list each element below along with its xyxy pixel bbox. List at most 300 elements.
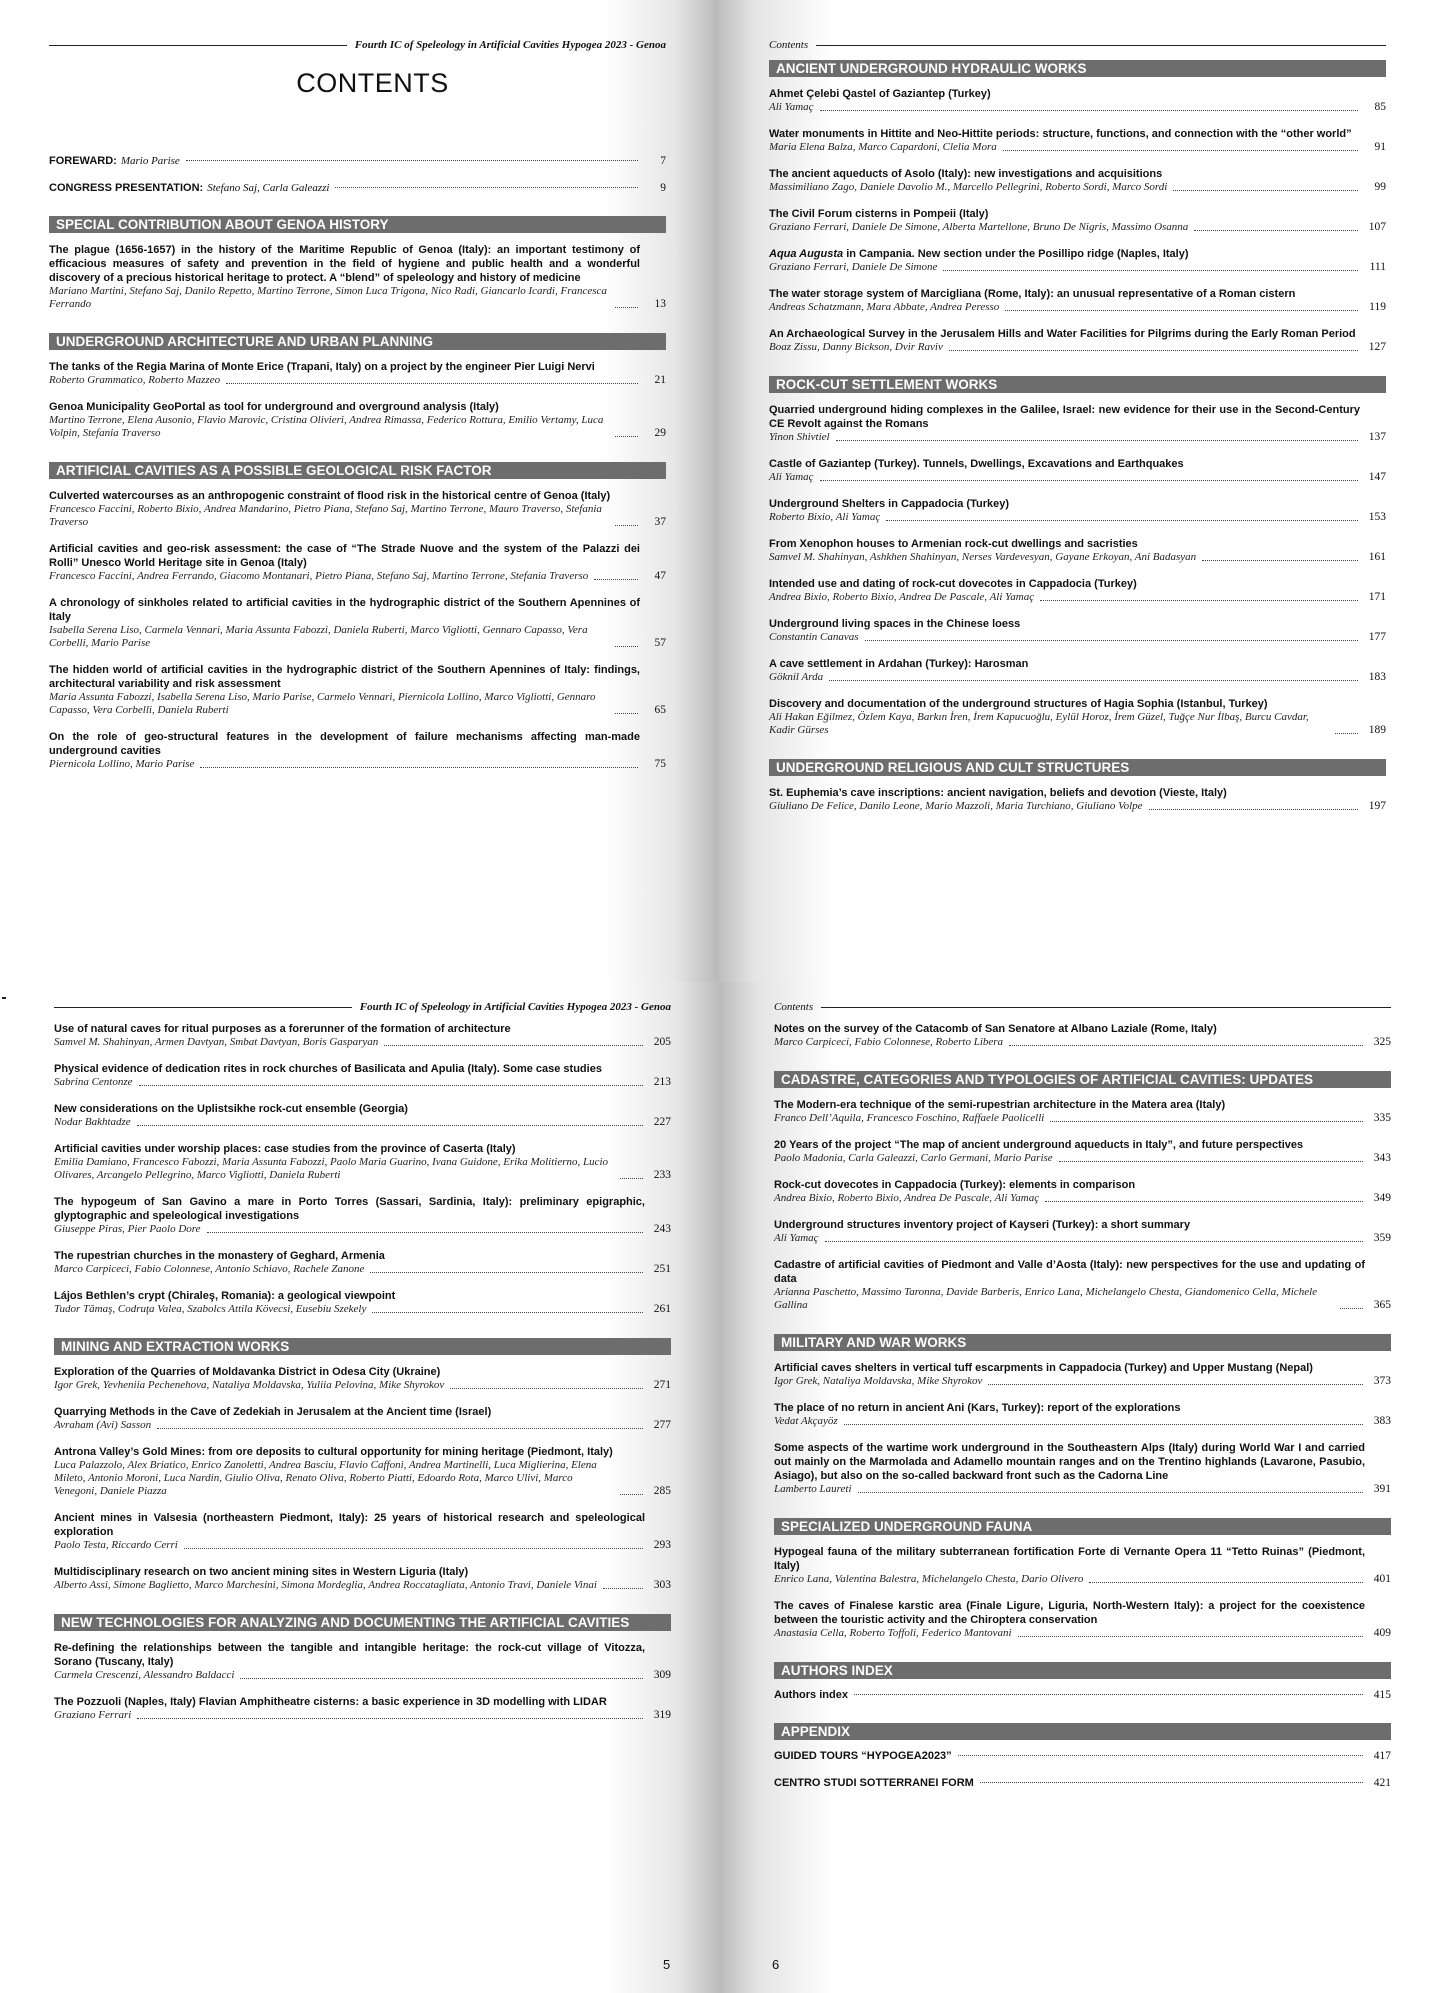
entry-author-line (769, 800, 1386, 813)
entry-authors: Andrea Bixio, Roberto Bixio, Andrea De Pascale, Ali Yamaç (774, 1192, 1040, 1204)
running-head (49, 36, 666, 54)
page-ref: 99 (1374, 181, 1386, 193)
page-number: 6 (772, 1957, 780, 1972)
entry-author-line (49, 503, 666, 529)
dot-leader (240, 1678, 643, 1679)
dot-leader (335, 187, 638, 188)
toc-entry (49, 243, 666, 311)
entry-title: An Archaeological Survey in the Jerusalem Hills and Water Facilities for Pilgrims during the Early Roman Period (769, 328, 1356, 340)
entry-author-line (769, 591, 1386, 604)
front-matter-item (49, 155, 666, 167)
page-ref: 213 (653, 1076, 671, 1088)
entry-authors: Ali Yamaç (769, 471, 814, 483)
toc-section (769, 376, 1386, 737)
entry-title: Underground living spaces in the Chinese loess (769, 618, 1021, 630)
entry-authors: Vedat Akçayöz (774, 1415, 838, 1427)
header-rule (821, 1007, 1391, 1008)
entry-authors: Luca Palazzolo, Alex Briatico, Enrico Zanoletti, Andrea Basciu, Flavio Caffoni, Andrea Martinelli, Luca Miglierina, Elena Mileto, Antonio Moroni, Luca Nardin, Giulio Oliva, Renato Oliva, Roberto Piatti, Edoardo Rota, Marco Ulivi, Marco Venegoni, Daniele Piazza (54, 1459, 597, 1497)
running-head (54, 998, 671, 1016)
toc-entry (774, 1218, 1391, 1245)
page-ref: 243 (653, 1223, 671, 1235)
entry-title: Culverted watercourses as an anthropogenic constraint of flood risk in the historical centre of Genoa (Italy) (49, 490, 611, 502)
page-ref: 57 (654, 637, 666, 649)
section-heading: NEW TECHNOLOGIES FOR ANALYZING AND DOCUMENTING THE ARTIFICIAL CAVITIES (54, 1614, 671, 1631)
entry-author-line (774, 1036, 1391, 1049)
entry-authors: Massimiliano Zago, Daniele Davolio M., Marcello Pellegrini, Roberto Sordi, Marco Sordi (769, 181, 1168, 193)
page-title: CONTENTS (296, 68, 449, 98)
entry-authors: Piernicola Lollino, Mario Parise (49, 758, 195, 770)
toc-entry (54, 1565, 671, 1592)
toc-entry (54, 1405, 671, 1432)
entry-author-line (769, 341, 1386, 354)
entry-author-line (49, 570, 666, 583)
entry-title: Quarrying Methods in the Cave of Zedekiah in Jerusalem at the Ancient time (Israel) (54, 1406, 492, 1418)
toc-entry (769, 327, 1386, 354)
dot-leader (372, 1312, 643, 1313)
page-ref: 183 (1368, 671, 1386, 683)
front-matter-item (49, 182, 666, 194)
toc-entry (769, 287, 1386, 314)
entry-authors: Graziano Ferrari, Daniele De Simone, Alberta Martellone, Bruno De Nigris, Massimo Osanna (769, 221, 1189, 233)
toc-item-label: GUIDED TOURS “HYPOGEA2023” (774, 1750, 952, 1762)
toc-entry (769, 497, 1386, 524)
page-ref: 349 (1373, 1192, 1391, 1204)
page-ref: 37 (654, 516, 666, 528)
toc-entry (49, 542, 666, 583)
entry-authors: Giuseppe Piras, Pier Paolo Dore (54, 1223, 201, 1235)
entry-title: Underground structures inventory project of Kayseri (Turkey): a short summary (774, 1219, 1191, 1231)
toc-page-bottom-right (722, 982, 1435, 1993)
dot-leader (1003, 150, 1358, 151)
toc-entry (54, 1289, 671, 1316)
entry-title: Exploration of the Quarries of Moldavanka District in Odesa City (Ukraine) (54, 1366, 441, 1378)
dot-leader (1005, 310, 1358, 311)
entry-title: Antrona Valley’s Gold Mines: from ore deposits to cultural opportunity for mining heritage (Piedmont, Italy) (54, 1446, 613, 1458)
dot-leader (980, 1782, 1363, 1783)
page-ref: 111 (1369, 261, 1386, 273)
page-number: 5 (663, 1957, 671, 1972)
entry-authors: Ali Yamaç (769, 101, 814, 113)
toc-entry (774, 1599, 1391, 1640)
entry-author-line (774, 1152, 1391, 1165)
entry-author-line (774, 1232, 1391, 1245)
toc-section (54, 1022, 671, 1316)
page-ref: 415 (1373, 1689, 1391, 1701)
toc-entry (54, 1062, 671, 1089)
entry-authors: Roberto Grammatico, Roberto Mazzeo (49, 374, 221, 386)
entry-title: Castle of Gaziantep (Turkey). Tunnels, Dwellings, Excavations and Earthquakes (769, 458, 1184, 470)
dot-leader (886, 520, 1358, 521)
dot-leader (615, 525, 638, 526)
dot-leader (1050, 1121, 1363, 1122)
toc-entry (774, 1361, 1391, 1388)
entry-authors: Paolo Madonia, Carla Galeazzi, Carlo Germani, Mario Parise (774, 1152, 1053, 1164)
entry-title: St. Euphemia’s cave inscriptions: ancient navigation, beliefs and devotion (Vieste, Italy) (769, 787, 1227, 799)
entry-authors: Francesco Faccini, Andrea Ferrando, Giacomo Montanari, Pietro Piana, Stefano Saj, Martino Terrone, Stefania Traverso (49, 570, 589, 582)
section-heading: SPECIALIZED UNDERGROUND FAUNA (774, 1518, 1391, 1535)
header-rule (54, 1007, 352, 1008)
toc-item (774, 1777, 1391, 1789)
entry-title: Some aspects of the wartime work underground in the Southeastern Alps (Italy) during World War I and carried out mainly on the Marmolada and Adamello mountain ranges and on the Trentino highlands (Lavarone, Pasubio, Asiago), but also on the so-called backward front such as the Cadorna Line (774, 1442, 1365, 1482)
toc-entry (54, 1022, 671, 1049)
dot-leader (1009, 1045, 1363, 1046)
entry-author-line (54, 1263, 671, 1276)
entry-authors: Paolo Testa, Riccardo Cerri (54, 1539, 178, 1551)
toc-entry (774, 1098, 1391, 1125)
toc-item-label: CENTRO STUDI SOTTERRANEI FORM (774, 1777, 974, 1789)
entry-authors: Giuliano De Felice, Danilo Leone, Mario Mazzoli, Maria Turchiano, Giuliano Volpe (769, 800, 1143, 812)
section-heading: UNDERGROUND RELIGIOUS AND CULT STRUCTURES (769, 759, 1386, 776)
entry-authors: Igor Grek, Nataliya Moldavska, Mike Shyrokov (774, 1375, 983, 1387)
entry-authors: Tudor Tămaş, Codruţa Valea, Szabolcs Attila Kövecsi, Eusebiu Szekely (54, 1303, 367, 1315)
entry-author-line (774, 1375, 1391, 1388)
entry-author-line (769, 511, 1386, 524)
entry-author-line (769, 221, 1386, 234)
page-ref: 171 (1368, 591, 1386, 603)
dot-leader (1040, 600, 1358, 601)
entry-authors: Sabrina Centonze (54, 1076, 133, 1088)
page-ref: 373 (1373, 1375, 1391, 1387)
entry-authors: Enrico Lana, Valentina Balestra, Michelangelo Chesta, Dario Olivero (774, 1573, 1084, 1585)
section-heading: MILITARY AND WAR WORKS (774, 1334, 1391, 1351)
dot-leader (137, 1718, 643, 1719)
entry-authors: Arianna Paschetto, Massimo Taronna, Davide Barberis, Enrico Lana, Michelangelo Chesta, Giandomenico Cella, Michele Gallina (774, 1286, 1318, 1311)
scan-mark (2, 997, 6, 999)
dot-leader (137, 1125, 643, 1126)
page-ref: 65 (654, 704, 666, 716)
entry-authors: Francesco Faccini, Roberto Bixio, Andrea Mandarino, Pietro Piana, Stefano Saj, Martino Terrone, Mauro Traverso, Stefania Traverso (49, 503, 602, 528)
dot-leader (615, 436, 638, 437)
entry-authors: Anastasia Cella, Roberto Toffoli, Federico Mantovani (774, 1627, 1012, 1639)
toc-entry (774, 1441, 1391, 1496)
entry-title: Discovery and documentation of the underground structures of Hagia Sophia (Istanbul, Turkey) (769, 698, 1268, 710)
dot-leader (615, 307, 638, 308)
section-heading: CADASTRE, CATEGORIES AND TYPOLOGIES OF ARTIFICIAL CAVITIES: UPDATES (774, 1071, 1391, 1088)
entry-author-line (769, 711, 1386, 737)
entry-title: Physical evidence of dedication rites in rock churches of Basilicata and Apulia (Italy). Some case studies (54, 1063, 602, 1075)
toc-entry (769, 167, 1386, 194)
running-head-text: Fourth IC of Speleology in Artificial Cavities Hypogea 2023 - Genoa (354, 39, 666, 51)
front-matter-authors: Stefano Saj, Carla Galeazzi (207, 182, 330, 194)
toc-entry (54, 1102, 671, 1129)
toc-entry (54, 1249, 671, 1276)
page-ref: 153 (1368, 511, 1386, 523)
toc-section (774, 1518, 1391, 1640)
toc-entry (49, 596, 666, 650)
dot-leader (820, 480, 1358, 481)
entry-author-line (769, 301, 1386, 314)
entry-authors: Ali Hakan Eğilmez, Özlem Kaya, Barkın İren, İrem Kapucuoğlu, Eylül Horoz, İrem Güzel, Tuğçe Nur İlbaş, Burcu Cavdar, Kadir Gürses (769, 711, 1309, 736)
page-ref: 7 (660, 155, 666, 167)
toc-entry (54, 1365, 671, 1392)
page-ref: 13 (654, 298, 666, 310)
page-ref: 161 (1368, 551, 1386, 563)
entry-title: Water monuments in Hittite and Neo-Hittite periods: structure, functions, and connection with the “other world” (769, 128, 1352, 140)
entry-title: From Xenophon houses to Armenian rock-cut dwellings and sacristies (769, 538, 1138, 550)
toc-entry (774, 1258, 1391, 1312)
toc-section (774, 1662, 1391, 1701)
toc-entry (49, 360, 666, 387)
section-heading: SPECIAL CONTRIBUTION ABOUT GENOA HISTORY (49, 216, 666, 233)
entry-author-line (769, 141, 1386, 154)
entry-authors: Mariano Martini, Stefano Saj, Danilo Repetto, Martino Terrone, Simon Luca Trigona, Nico Radi, Giancarlo Icardi, Francesca Ferrando (49, 285, 607, 310)
entry-title: Multidisciplinary research on two ancient mining sites in Western Liguria (Italy) (54, 1566, 469, 1578)
entry-author-line (54, 1036, 671, 1049)
toc-section (774, 1334, 1391, 1496)
dot-leader (1149, 809, 1358, 810)
entry-title: Rock-cut dovecotes in Cappadocia (Turkey): elements in comparison (774, 1179, 1136, 1191)
entry-authors: Carmela Crescenzi, Alessandro Baldacci (54, 1669, 235, 1681)
page-ref: 401 (1373, 1573, 1391, 1585)
toc-item (774, 1689, 1391, 1701)
dot-leader (620, 1494, 643, 1495)
toc-section (49, 333, 666, 440)
dot-leader (226, 383, 638, 384)
toc-entry (769, 87, 1386, 114)
page-ref: 107 (1368, 221, 1386, 233)
page-ref: 391 (1373, 1483, 1391, 1495)
entry-authors: Samvel M. Shahinyan, Ashkhen Shahinyan, Nerses Vardevesyan, Gayane Erkoyan, Ani Badasyan (769, 551, 1197, 563)
page-ref: 277 (653, 1419, 671, 1431)
entry-authors: Martino Terrone, Elena Ausonio, Flavio Marovic, Cristina Olivieri, Andrea Rimassa, Federico Rottura, Emilio Vertamy, Luca Volpin, Stefania Traverso (49, 414, 604, 439)
entry-title (769, 247, 1386, 261)
toc-page-top-left (0, 0, 718, 982)
entry-authors: Göknil Arda (769, 671, 824, 683)
dot-leader (1059, 1161, 1363, 1162)
page-ref: 303 (653, 1579, 671, 1591)
entry-author-line (54, 1539, 671, 1552)
header-rule (816, 45, 1386, 46)
toc-entry (769, 457, 1386, 484)
toc-entry (49, 730, 666, 771)
entry-title: 20 Years of the project “The map of ancient underground aqueducts in Italy”, and future perspectives (774, 1139, 1304, 1151)
page-ref: 293 (653, 1539, 671, 1551)
entry-title: Re-defining the relationships between the tangible and intangible heritage: the rock-cut village of Vitozza, Sorano (Tuscany, Italy) (54, 1642, 645, 1668)
page-ref: 137 (1368, 431, 1386, 443)
page-ref: 417 (1373, 1750, 1391, 1762)
toc-section (774, 1071, 1391, 1312)
entry-author-line (54, 1156, 671, 1182)
entry-author-line (774, 1192, 1391, 1205)
entry-author-line (54, 1579, 671, 1592)
toc-entry (49, 663, 666, 717)
dot-leader (858, 1492, 1363, 1493)
section-heading: MINING AND EXTRACTION WORKS (54, 1338, 671, 1355)
toc-page-top-right (718, 0, 1435, 982)
dot-leader (949, 350, 1358, 351)
dot-leader (370, 1272, 643, 1273)
dot-leader (157, 1428, 643, 1429)
entry-authors: Samvel M. Shahinyan, Armen Davtyan, Smbat Davtyan, Boris Gasparyan (54, 1036, 379, 1048)
toc-entry (769, 403, 1386, 444)
entry-authors: Igor Grek, Yevheniia Pechenehova, Nataliya Moldavska, Yuliia Pelovina, Mike Shyrokov (54, 1379, 445, 1391)
toc-entry (54, 1142, 671, 1182)
entry-author-line (54, 1459, 671, 1498)
entry-authors: Andreas Schatzmann, Mara Abbate, Andrea Peresso (769, 301, 1000, 313)
page-ref: 261 (653, 1303, 671, 1315)
page-ref: 205 (653, 1036, 671, 1048)
dot-leader (450, 1388, 643, 1389)
entry-author-line (769, 551, 1386, 564)
dot-leader (139, 1085, 643, 1086)
dot-leader (854, 1694, 1363, 1695)
section-heading: AUTHORS INDEX (774, 1662, 1391, 1679)
dot-leader (943, 270, 1358, 271)
entry-title: The Modern-era technique of the semi-rupestrian architecture in the Matera area (Italy) (774, 1099, 1226, 1111)
toc-entry (774, 1138, 1391, 1165)
entry-author-line (54, 1419, 671, 1432)
entry-authors: Roberto Bixio, Ali Yamaç (769, 511, 881, 523)
entry-author-line (49, 285, 666, 311)
dot-leader (836, 440, 1358, 441)
dot-leader (615, 646, 638, 647)
entry-author-line (49, 691, 666, 717)
page-ref: 75 (654, 758, 666, 770)
dot-leader (620, 1178, 643, 1179)
page-ref: 359 (1373, 1232, 1391, 1244)
toc-entry (769, 697, 1386, 737)
front-matter-authors: Mario Parise (120, 155, 180, 167)
page-ref: 309 (653, 1669, 671, 1681)
toc-entry (774, 1545, 1391, 1586)
entry-authors: Marco Carpiceci, Fabio Colonnese, Roberto Libera (774, 1036, 1004, 1048)
dot-leader (988, 1384, 1363, 1385)
page-ref: 335 (1373, 1112, 1391, 1124)
running-head-text: Contents (774, 1001, 814, 1013)
entry-title: The Pozzuoli (Naples, Italy) Flavian Amphitheatre cisterns: a basic experience in 3D modelling with LIDAR (54, 1696, 607, 1708)
dot-leader (825, 1241, 1363, 1242)
entry-author-line (774, 1483, 1391, 1496)
entry-authors: Avraham (Avi) Sasson (54, 1419, 152, 1431)
entry-title: Hypogeal fauna of the military subterranean fortification Forte di Vernante Opera 11 “Tetto Ruinas” (Piedmont, Italy) (774, 1546, 1365, 1572)
toc-entry (54, 1695, 671, 1722)
entry-title: The water storage system of Marcigliana (Rome, Italy): an unusual representative of a Roman cistern (769, 288, 1296, 300)
page-ref: 251 (653, 1263, 671, 1275)
dot-leader (1202, 560, 1358, 561)
toc-section (54, 1614, 671, 1722)
entry-author-line (774, 1627, 1391, 1640)
toc-entry (54, 1195, 671, 1236)
entry-title: Cadastre of artificial cavities of Piedmont and Valle d’Aosta (Italy): new perspectives for the use and updating of data (774, 1259, 1365, 1285)
entry-authors: Emilia Damiano, Francesco Fabozzi, Maria Assunta Fabozzi, Paolo Maria Guarino, Ivana Guidone, Erika Molitierno, Lucio Olivares, Arcangelo Pellegrino, Marco Vigliotti, Daniela Ruberti (54, 1156, 609, 1181)
toc-entry (769, 247, 1386, 274)
dot-leader (615, 713, 638, 714)
running-head-text: Fourth IC of Speleology in Artificial Cavities Hypogea 2023 - Genoa (359, 1001, 671, 1013)
entry-author-line (54, 1116, 671, 1129)
front-matter-label: CONGRESS PRESENTATION: (49, 182, 204, 194)
page-ref: 119 (1369, 301, 1386, 313)
entry-title: Artificial caves shelters in vertical tuff escarpments in Cappadocia (Turkey) and Upper Mustang (Nepal) (774, 1362, 1313, 1374)
entry-title: The caves of Finalese karstic area (Finale Ligure, Liguria, North-Western Italy): a project for the coexistence between the touristic activity and the Chiroptera conservation (774, 1600, 1365, 1626)
entry-title: The place of no return in ancient Ani (Kars, Turkey): report of the explorations (774, 1402, 1181, 1414)
entry-title: Quarried underground hiding complexes in the Galilee, Israel: new evidence for their use in the Second-Century CE Revolt against the Romans (769, 404, 1360, 430)
section-heading: ARTIFICIAL CAVITIES AS A POSSIBLE GEOLOGICAL RISK FACTOR (49, 462, 666, 479)
toc-entry (769, 207, 1386, 234)
entry-title: On the role of geo-structural features in the development of failure mechanisms affecting man-made underground cavities (49, 731, 640, 757)
toc-entry (774, 1022, 1391, 1049)
page-ref: 319 (653, 1709, 671, 1721)
toc-entry (769, 617, 1386, 644)
entry-authors: Maria Assunta Fabozzi, Isabella Serena Liso, Mario Parise, Carmelo Vennari, Piernicola Lollino, Marco Vigliotti, Gennaro Capasso, Vera Corbelli, Daniela Ruberti (49, 691, 596, 716)
entry-author-line (769, 631, 1386, 644)
toc-item-label: Authors index (774, 1689, 848, 1701)
page-ref: 9 (660, 182, 666, 194)
toc-entry (774, 1401, 1391, 1428)
entry-title-rest: in Campania. New section under the Posillipo ridge (Naples, Italy) (843, 248, 1189, 260)
section-heading: UNDERGROUND ARCHITECTURE AND URBAN PLANNING (49, 333, 666, 350)
entry-authors: Franco Dell’Aquila, Francesco Foschino, Raffaele Paolicelli (774, 1112, 1045, 1124)
entry-authors: Ali Yamaç (774, 1232, 819, 1244)
entry-author-line (49, 374, 666, 387)
entry-title: The rupestrian churches in the monastery of Geghard, Armenia (54, 1250, 385, 1262)
entry-title: The tanks of the Regia Marina of Monte Erice (Trapani, Italy) on a project by the engineer Pier Luigi Nervi (49, 361, 595, 373)
entry-authors: Alberto Assi, Simone Baglietto, Marco Marchesini, Simona Mordeglia, Andrea Roccatagliata, Antonio Travi, Daniele Vinai (54, 1579, 597, 1591)
toc-entry (769, 537, 1386, 564)
page-ref: 197 (1368, 800, 1386, 812)
page-ref: 383 (1373, 1415, 1391, 1427)
entry-author-line (54, 1709, 671, 1722)
entry-title: Ancient mines in Valsesia (northeastern Piedmont, Italy): 25 years of historical research and speleological exploration (54, 1512, 645, 1538)
page-ref: 409 (1373, 1627, 1391, 1639)
entry-authors: Yinon Shivtiel (769, 431, 830, 443)
entry-authors: Maria Elena Balza, Marco Capardoni, Clelia Mora (769, 141, 997, 153)
page-ref: 21 (654, 374, 666, 386)
toc-entry (769, 127, 1386, 154)
entry-author-line (54, 1223, 671, 1236)
entry-title: The hidden world of artificial cavities in the hydrographic district of the Southern Apennines of Italy: findings, architectural variability and risk assessment (49, 664, 640, 690)
dot-leader (958, 1755, 1363, 1756)
entry-author-line (54, 1303, 671, 1316)
entry-author-line (49, 624, 666, 650)
dot-leader (1335, 733, 1358, 734)
entry-title: Genoa Municipality GeoPortal as tool for underground and overground analysis (Italy) (49, 401, 499, 413)
toc-section (769, 759, 1386, 813)
entry-author-line (769, 181, 1386, 194)
toc-entry (49, 400, 666, 440)
entry-author-line (769, 101, 1386, 114)
page-ref: 177 (1368, 631, 1386, 643)
dot-leader (1045, 1201, 1363, 1202)
entry-author-line (769, 261, 1386, 274)
entry-title: Use of natural caves for ritual purposes as a forerunner of the formation of architecture (54, 1023, 511, 1035)
toc-entry (774, 1178, 1391, 1205)
front-matter-label: FOREWARD: (49, 155, 117, 167)
running-head (774, 998, 1391, 1016)
dot-leader (200, 767, 638, 768)
dot-leader (384, 1045, 643, 1046)
dot-leader (1018, 1636, 1363, 1637)
entry-author-line (54, 1076, 671, 1089)
toc-section (769, 60, 1386, 354)
entry-title: The ancient aqueducts of Asolo (Italy): new investigations and acquisitions (769, 168, 1163, 180)
entry-authors: Nodar Bakhtadze (54, 1116, 131, 1128)
dot-leader (865, 640, 1358, 641)
toc-section (774, 1022, 1391, 1049)
dot-leader (603, 1588, 643, 1589)
dot-leader (1089, 1582, 1363, 1583)
section-heading: ROCK-CUT SETTLEMENT WORKS (769, 376, 1386, 393)
entry-author-line (54, 1669, 671, 1682)
entry-title: Intended use and dating of rock-cut dovecotes in Cappadocia (Turkey) (769, 578, 1137, 590)
entry-title: Underground Shelters in Cappadocia (Turkey) (769, 498, 1009, 510)
entry-authors: Boaz Zissu, Danny Bickson, Dvir Raviv (769, 341, 943, 353)
toc-section (774, 1723, 1391, 1789)
entry-authors: Graziano Ferrari, Daniele De Simone (769, 261, 938, 273)
toc-entry (769, 657, 1386, 684)
page-ref: 285 (653, 1485, 671, 1497)
front-matter (49, 155, 666, 194)
entry-author-line (769, 471, 1386, 484)
